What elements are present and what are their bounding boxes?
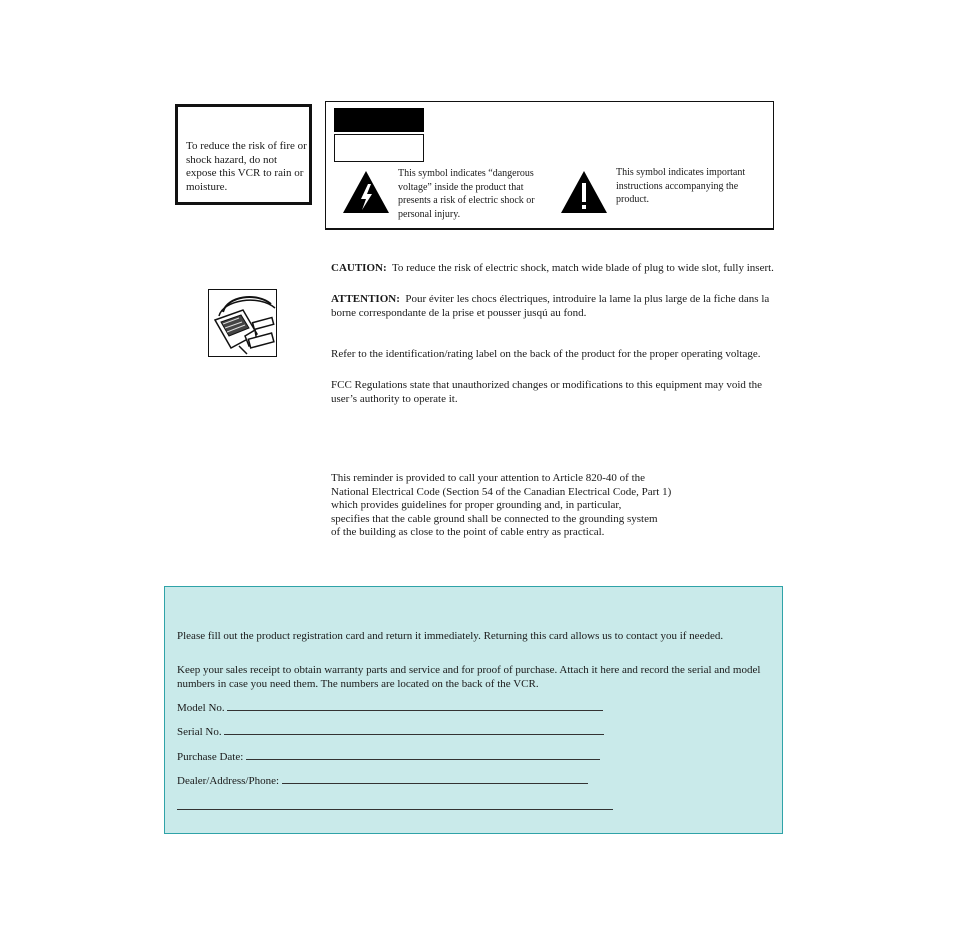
caution-label: CAUTION: (331, 262, 387, 274)
caution-symbols-box (325, 101, 774, 230)
exclamation-triangle-icon (560, 170, 608, 214)
cable-line-1: This reminder is provided to call your attention to Article 820-40 of the (331, 472, 646, 484)
lightning-triangle-icon (342, 170, 390, 214)
attention-text: Pour éviter les chocs électriques, introduire la lame la plus large de la fiche dans la borne correspondante de la prise et pousser jusqú au fond. (331, 293, 770, 319)
dealer-info-label: Dealer/Address/Phone: (177, 775, 280, 787)
model-number-blank (227, 701, 603, 711)
cable-line-4: specifies that the cable ground shall be connected to the grounding system (331, 512, 658, 525)
caution-paragraph (331, 262, 786, 276)
purchase-date-line (177, 750, 600, 765)
cable-line-2: National Electrical Code (Section 54 of the Canadian Electrical Code, Part 1) (331, 485, 672, 498)
warning-text: To reduce the risk of fire or shock hazard, do not expose this VCR to rain or moisture. (186, 140, 307, 193)
caution-subheader-box (334, 134, 424, 162)
sales-receipt-text: Keep your sales receipt to obtain warranty parts and service and for proof of purchase. Attach it here and record the serial and model numbers in case you need them. The numbers are located on the back of the VCR. (177, 664, 761, 690)
polarized-plug-illustration (208, 289, 277, 357)
fcc-notice: FCC Regulations state that unauthorized changes or modifications to this equipment may void the user’s authority to operate it. (331, 379, 763, 405)
attention-paragraph (331, 293, 786, 320)
serial-number-line (177, 725, 604, 740)
exclamation-symbol-text: This symbol indicates important instructions accompanying the product. (616, 167, 746, 205)
rating-label-notice: Refer to the identification/rating label on the back of the product for the proper operating voltage. (331, 348, 761, 360)
cable-line-5: of the building as close to the point of cable entry as practical. (331, 526, 605, 539)
purchase-date-blank (246, 750, 600, 760)
lightning-symbol-text: This symbol indicates “dangerous voltage” inside the product that presents a risk of electric shock or personal injury. (398, 168, 535, 220)
cable-line-3: which provides guidelines for proper grounding and, in particular, (331, 499, 622, 512)
dealer-info-blank (282, 774, 588, 784)
dealer-info-line (177, 774, 588, 789)
registration-box (164, 586, 783, 834)
caution-header-bar (334, 108, 424, 132)
purchase-date-label: Purchase Date: (177, 751, 244, 763)
model-number-line (177, 701, 603, 716)
serial-number-label: Serial No. (177, 726, 222, 738)
attention-label: ATTENTION: (331, 293, 400, 305)
cable-grounding-reminder (331, 472, 751, 540)
caution-text: To reduce the risk of electric shock, match wide blade of plug to wide slot, fully insert. (391, 262, 774, 274)
dealer-info-extra-line (177, 800, 613, 815)
serial-number-blank (224, 725, 604, 735)
registration-card-text: Please fill out the product registration card and return it immediately. Returning this card allows us to contact you if needed. (177, 630, 724, 642)
model-number-label: Model No. (177, 702, 225, 714)
dealer-info-extra-blank (177, 800, 613, 810)
plug-icon (209, 290, 276, 356)
warning-box (175, 104, 312, 205)
